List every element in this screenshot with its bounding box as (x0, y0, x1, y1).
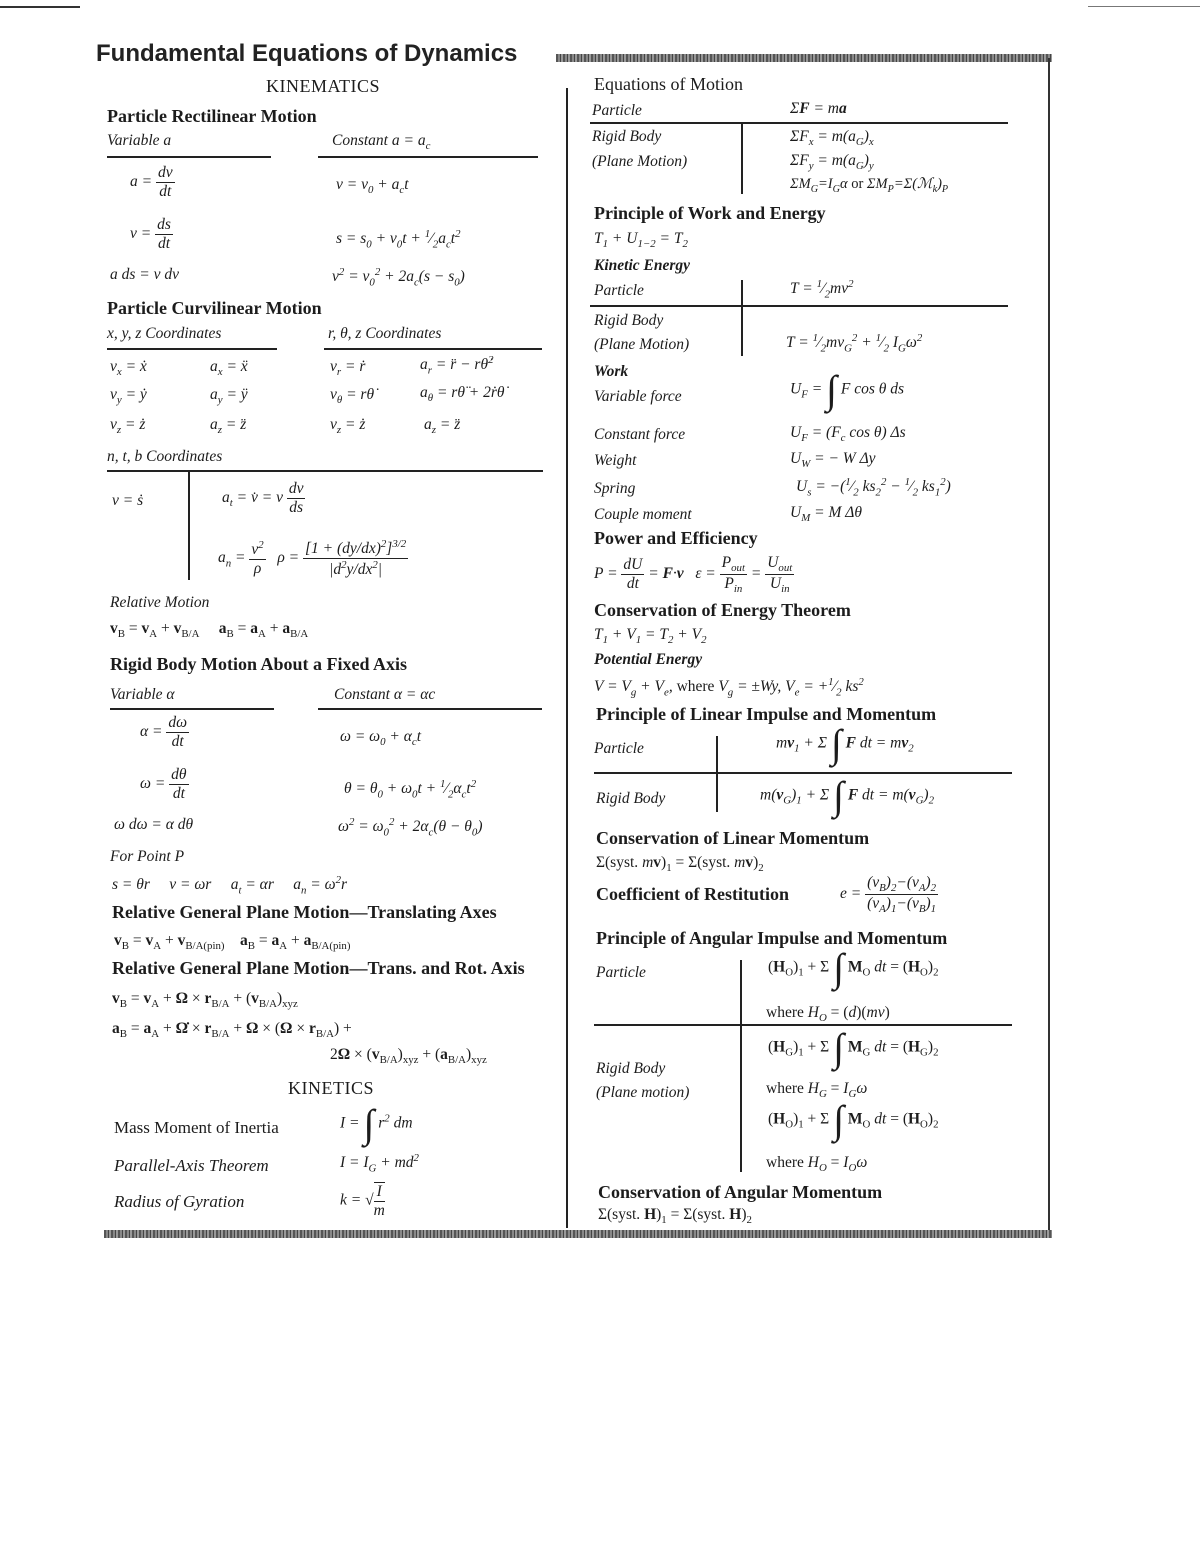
cons-energy-heading: Conservation of Energy Theorem (594, 600, 851, 620)
ke-particle: Particle (594, 282, 644, 299)
eq-ads: a ds = v dv (110, 266, 180, 283)
curvilinear-heading: Particle Curvilinear Motion (107, 298, 322, 318)
rel-translating-heading: Relative General Plane Motion—Translating Axes (112, 902, 497, 922)
eom-plane: (Plane Motion) (592, 153, 688, 170)
scan-line-left (0, 6, 80, 8)
angular-impulse-heading: Principle of Angular Impulse and Momentum (596, 928, 948, 948)
constant-force-label: Constant force (594, 426, 686, 443)
column-divider (566, 88, 568, 1228)
spring-eq: $U_s$ = $-(^1⁄_2$ $ks_2^2$ − $^1⁄_2$ $ks_1^2$) (796, 476, 951, 499)
eq-s-const: $s = s_0 + v_0t$ + $^1⁄_2a_ct^2$ (336, 228, 461, 251)
ke-rule (590, 305, 1008, 307)
curv-col-ntb: n, t, b Coordinates (107, 448, 223, 465)
curv-col-rtz: r, θ, z Coordinates (328, 325, 442, 342)
restitution-eq: e = $\frac{(v_B)_2-(v_A)_2}{(v_A)_1-(v_B)_1}$ (840, 874, 937, 916)
eq-vx: $v_x$ = ẋ (110, 358, 147, 379)
work-label: Work (594, 363, 629, 380)
li-rigid-eq: $m(v_G)_1 + \Sigma$ ∫ F dt = $m(v_G)_2$ (760, 773, 934, 818)
power-heading: Power and Efficiency (594, 528, 758, 548)
rigid-col-variable: Variable α (110, 686, 175, 703)
relative-motion-eq: $v_B = v_A + v_{B/A}$ $a_B = a_A + a_{B/A}$ (110, 620, 309, 641)
eq-v-dsdt: v = $\frac{ds}{dt}$ (130, 216, 171, 252)
kinetic-energy-label: Kinetic Energy (594, 257, 691, 274)
li-particle: Particle (594, 740, 644, 757)
li-rigid: Rigid Body (596, 790, 666, 807)
rect-col-constant-text: Constant a = a (332, 132, 426, 149)
bottom-bar (104, 1230, 1052, 1238)
eq-ay: $a_y$ = ÿ (210, 386, 248, 407)
title-bar (556, 54, 1052, 62)
eq-atheta: $a_\theta$ = rθ̈ + 2ṙθ̇ (420, 384, 505, 405)
power-eq: P = $\frac{dU}{dt}$ = F·v ε = $\frac{P_{out}}{P_{in}}$ = $\frac{U_{out}}{U_{in}}$ (594, 554, 793, 596)
cons-energy-eq: $T_1 + V_1 = T_2 + V_2$ (594, 626, 707, 647)
ntb-divider (188, 472, 190, 580)
eom-rigid: Rigid Body (592, 128, 662, 145)
rigid-col-constant: Constant α = αc (334, 686, 436, 703)
eq-an: $a_n$ = $\frac{v^2}{\rho}$ ρ = $\frac{[1 + (dy/dx)^2]^{3/2}}{|d^2y/dx^2|}$ (218, 538, 407, 579)
rel-trans-rot-eq3: $2\Omega \times (v_{B/A})_{xyz} + (a_{B/A})_{xyz}$ (330, 1046, 487, 1067)
ai-divider (740, 960, 742, 1172)
li-particle-eq: $mv_1 + \Sigma$ ∫ F dt = $mv_2$ (776, 721, 914, 766)
point-eqs: s = θr v = ωr $a_t = \alpha r$ $a_n = \omega^2r$ (112, 874, 348, 897)
rel-trans-rot-eq1: $v_B = v_A + \Omega \times r_{B/A} + (v_{B/A})_{xyz}$ (112, 990, 298, 1011)
mass-moment-label: Mass Moment of Inertia (114, 1118, 279, 1137)
curv-rule-left (107, 348, 277, 350)
eq-v-const: $v = v_0 + a_ct$ (336, 176, 409, 197)
ai-rule (594, 1024, 1012, 1026)
radius-gyration-eq: k = √ $\frac{I}{m}$ (340, 1183, 385, 1219)
ke-plane: (Plane Motion) (594, 336, 690, 353)
ntb-rule (107, 470, 543, 472)
eq-omega: ω = $\frac{d\theta}{dt}$ (140, 766, 187, 802)
ai-rigid: Rigid Body (596, 1060, 666, 1077)
ai-rigid-eq2: $(H_O)_1 + \Sigma$ ∫ $M_O$ dt = $(H_O)_2$ (768, 1097, 939, 1142)
eq-alpha: α = $\frac{d\omega}{dt}$ (140, 714, 188, 750)
li-rule (594, 772, 1012, 774)
mass-moment-eq: I = ∫ $r^2$ dm (340, 1101, 413, 1146)
potential-label: Potential Energy (594, 651, 703, 668)
eom-particle: Particle (592, 102, 642, 119)
work-energy-heading: Principle of Work and Energy (594, 203, 826, 223)
eq-wdw: ω dω = α dθ (114, 816, 194, 833)
eq-az: $a_z$ = z̈ (210, 416, 247, 437)
eq-vy: $v_y$ = ẏ (110, 386, 147, 407)
spring-label: Spring (594, 480, 636, 497)
kinetics-heading: KINETICS (288, 1078, 374, 1098)
potential-eq: $V = V_g + V_e$, where $V_g = \pm Wy$, $V_e$ = $+^1⁄_2$ $ks^2$ (594, 676, 864, 699)
rigid-rule-left (110, 708, 274, 710)
curv-col-xyz: x, y, z Coordinates (107, 325, 222, 342)
eq-ar: $a_r$ = r̈ − rθ̇$^2$ (420, 354, 494, 377)
eq-v2-const: $v^2 = v_0^2 + 2a_c(s - s_0)$ (332, 266, 465, 289)
eom-rule (590, 122, 1008, 124)
parallel-axis-label: Parallel-Axis Theorem (114, 1156, 269, 1175)
rect-col-variable: Variable a (107, 132, 172, 149)
weight-label: Weight (594, 452, 637, 469)
rigid-fixed-heading: Rigid Body Motion About a Fixed Axis (110, 654, 408, 674)
li-divider (716, 736, 718, 812)
weight-eq: $U_W$ = − W Δy (790, 450, 876, 471)
kinematics-heading: KINEMATICS (266, 76, 381, 96)
parallel-axis-eq: $I = I_G + md^2$ (340, 1152, 419, 1175)
eq-ax: $a_x$ = ẍ (210, 358, 248, 379)
eq-vtheta: $v_\theta$ = rθ̇ (330, 386, 375, 407)
eom-divider (741, 122, 743, 194)
for-point-label: For Point P (110, 848, 185, 865)
cons-linear-heading: Conservation of Linear Momentum (596, 828, 870, 848)
radius-gyration-label: Radius of Gyration (114, 1192, 245, 1211)
cons-angular-eq: Σ(syst. $H)_1$ = Σ(syst. $H)_2$ (598, 1206, 752, 1227)
ai-particle-eq: $(H_O)_1 + \Sigma$ ∫ $M_O$ dt = $(H_O)_2$ (768, 945, 939, 990)
eom-rigid-eq2: $\Sigma F_y = m(a_G)_y$ (790, 152, 874, 173)
linear-impulse-heading: Principle of Linear Impulse and Momentum (596, 704, 937, 724)
curv-rule-right (324, 348, 542, 350)
cons-linear-eq: Σ(syst. $mv)_1$ = Σ(syst. $mv)_2$ (596, 854, 764, 875)
eq-vz-cyl: $v_z$ = ż (330, 416, 366, 437)
ke-divider (741, 280, 743, 356)
cons-angular-heading: Conservation of Angular Momentum (598, 1182, 883, 1202)
rigid-rule-right (318, 708, 542, 710)
couple-label: Couple moment (594, 506, 692, 523)
ke-particle-eq: $T = ^1⁄_2mv^2$ (790, 278, 854, 301)
scan-line-right (1088, 6, 1200, 7)
ai-plane: (Plane motion) (596, 1084, 690, 1101)
eom-particle-eq: ΣF = ma (790, 100, 847, 117)
constant-force-eq: $U_F = (F_c$ cos θ) Δs (790, 424, 906, 445)
relative-motion-label: Relative Motion (110, 594, 210, 611)
rel-trans-rot-heading: Relative General Plane Motion—Trans. and Rot. Axis (112, 958, 525, 978)
couple-eq: $U_M = M$ Δθ (790, 504, 862, 525)
eq-a-dvdt: a = $\frac{dv}{dt}$ (130, 164, 173, 200)
ai-rigid-eq1: $(H_G)_1 + \Sigma$ ∫ $M_G$ dt = $(H_G)_2$ (768, 1025, 939, 1070)
eq-theta-const: $\theta = \theta_0 + \omega_0t$ + $^1⁄_2\alpha_ct^2$ (344, 778, 477, 801)
eq-vz: $v_z$ = ż (110, 416, 146, 437)
eq-at: $a_t$ = v̇ = v $\frac{dv}{ds}$ (222, 480, 304, 516)
rel-translating-eq: $v_B = v_A + v_{B/A(pin)}$ $a_B = a_A + a_{B/A(pin)}$ (114, 932, 351, 953)
page-title: Fundamental Equations of Dynamics (96, 40, 518, 67)
eom-rigid-eq1: $\Sigma F_x = m(a_G)_x$ (790, 128, 874, 149)
rectilinear-heading: Particle Rectilinear Motion (107, 106, 317, 126)
eq-omega-const: $\omega = \omega_0 + \alpha_ct$ (340, 728, 422, 749)
ke-rigid-eq: $T = ^1⁄_2mv_G^2$ + $^1⁄_2$ $I_G\omega^2$ (786, 332, 923, 355)
ai-where1: where $H_O = (d)(mv)$ (766, 1004, 890, 1025)
eq-v-sdot: v = ṡ (112, 492, 144, 509)
ke-rigid: Rigid Body (594, 312, 664, 329)
eq-omega2-const: $\omega^2 = \omega_0^2 + 2\alpha_c(\theta - \theta_0)$ (338, 816, 483, 839)
ai-particle: Particle (596, 964, 646, 981)
ai-where3: where $H_O = I_O\omega$ (766, 1154, 868, 1175)
rect-rule-left (107, 156, 271, 158)
rect-col-constant: Constant $a = a_c$ (332, 132, 431, 153)
restitution-heading: Coefficient of Restitution (596, 884, 789, 904)
variable-force-eq: $U_F$ = ∫ F cos θ ds (790, 367, 905, 412)
eq-vr: $v_r$ = ṙ (330, 358, 366, 379)
right-border (1048, 58, 1050, 1238)
work-energy-eq: $T_1 + U_{1-2} = T_2$ (594, 230, 688, 251)
variable-force-label: Variable force (594, 388, 682, 405)
rect-rule-right (318, 156, 538, 158)
ai-where2: where $H_G = I_G\omega$ (766, 1080, 868, 1101)
eom-rigid-eq3: $\Sigma M_G=I_G\alpha$ or $\Sigma M_P=\Sigma(ℳ_k)_P$ (790, 176, 949, 195)
eq-az-cyl: $a_z$ = z̈ (424, 416, 461, 437)
rel-trans-rot-eq2: $a_B = a_A$ + Ω̇ × $r_{B/A} + \Omega \times (\Omega \times r_{B/A})$ + (112, 1020, 352, 1041)
eom-heading: Equations of Motion (594, 74, 743, 94)
